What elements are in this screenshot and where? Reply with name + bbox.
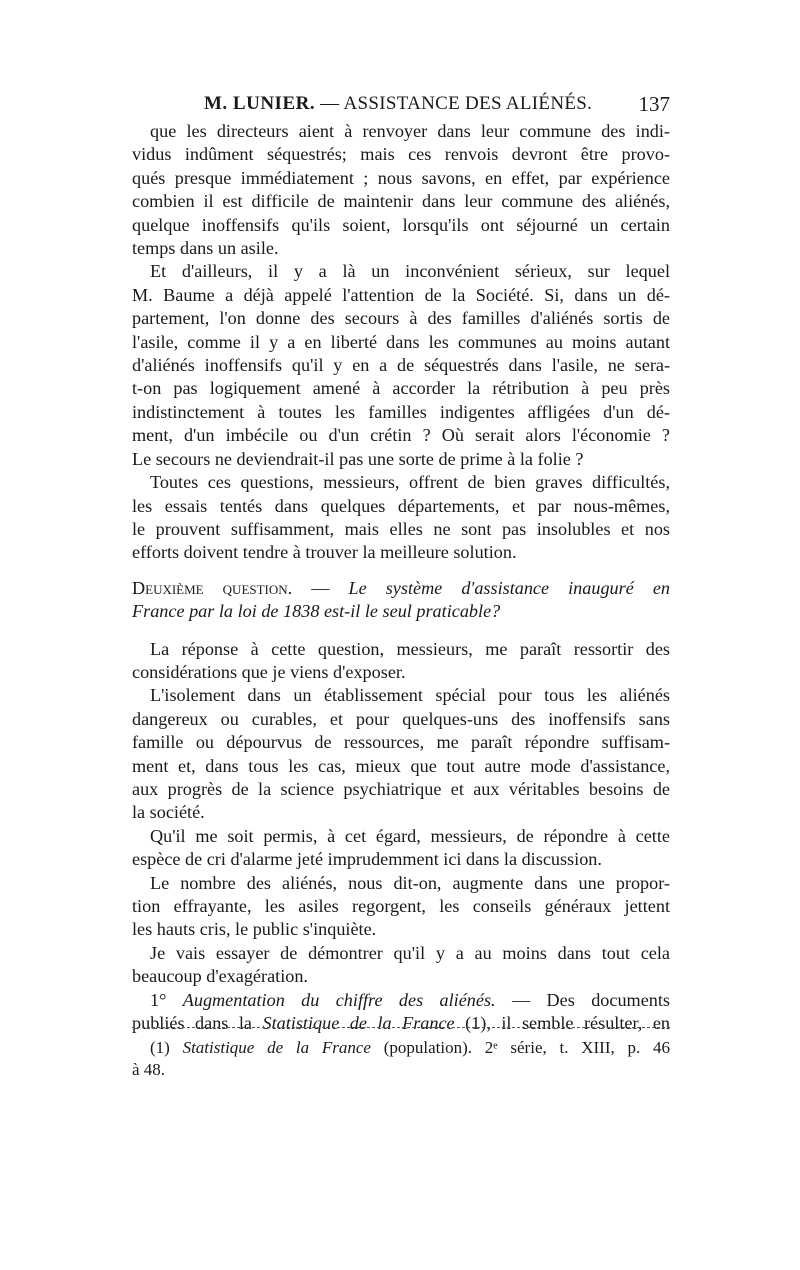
- footnote: [132, 1037, 670, 1081]
- text-line: Et d'ailleurs, il y a là un inconvénient sérieux, sur lequel: [150, 261, 670, 282]
- section-line1-rest: — Des documents: [495, 989, 670, 1010]
- paragraph: [132, 825, 670, 872]
- question-text-line1: Le système d'assistance inauguré en: [348, 577, 671, 598]
- question-dash: —: [292, 577, 349, 598]
- text-line: les hauts cris, le public s'inquiète.: [132, 919, 377, 940]
- footnote-italic: Statistique de la France: [182, 1038, 371, 1057]
- paragraphs-section-2: [132, 638, 670, 989]
- text-line: Toutes ces questions, messieurs, offrent de bien graves difficultés,: [150, 472, 670, 493]
- footnote-marker: (1): [150, 1038, 183, 1057]
- text-line: Qu'il me soit permis, à cet égard, messieurs, de répondre à cette: [150, 825, 670, 846]
- text-line: tion effrayante, les asiles regorgent, les conseils généraux jettent: [132, 896, 670, 916]
- running-title: [204, 92, 592, 116]
- text-line: indistinctement à toutes les familles indigentes affligées d'un dé-: [132, 401, 670, 422]
- text-line: L'isolement dans un établissement spécial pour tous les aliénés: [150, 685, 670, 706]
- text-line: Le secours ne deviendrait-il pas une sorte de prime à la folie ?: [132, 448, 584, 469]
- text-line: M. Baume a déjà appelé l'attention de la Société. Si, dans un dé-: [132, 284, 670, 305]
- text-line: famille ou dépourvus de ressources, me paraît répondre suffisam-: [132, 732, 670, 753]
- running-header: [132, 92, 670, 116]
- section-heading: Augmentation du chiffre des aliénés.: [182, 989, 496, 1010]
- paragraph: [132, 471, 670, 565]
- text-line: dangereux ou curables, et pour quelques-uns des inoffensifs sans: [132, 708, 670, 729]
- text-line: partement, l'on donne des secours à des familles d'aliénés sortis de: [132, 308, 670, 329]
- paragraph-augmentation: [132, 989, 670, 1036]
- text-line: qués presque immédiatement ; nous savons, en effet, par expérience: [132, 167, 670, 188]
- text-line: aux progrès de la science psychiatrique et aux véritables besoins de: [132, 778, 670, 799]
- text-line: la société.: [132, 802, 205, 823]
- page-number: 137: [638, 92, 670, 116]
- question-label: Deuxième question.: [132, 577, 293, 598]
- question-heading: [132, 577, 670, 624]
- paragraphs-section-1: [132, 120, 670, 565]
- text-line: Je vais essayer de démontrer qu'il y a au moins dans tout cela: [150, 942, 670, 963]
- header-title: — ASSISTANCE DES ALIÉNÉS.: [320, 93, 593, 114]
- text-line: beaucoup d'exagération.: [132, 966, 308, 987]
- book-page: [132, 92, 670, 1035]
- text-line: que les directeurs aient à renvoyer dans leur commune des indi-: [150, 121, 670, 141]
- page-body: [132, 120, 670, 1035]
- text-line: quelque inoffensifs qu'ils soient, lorsqu'ils ont séjourné un certain: [132, 214, 670, 235]
- text-line: ment, d'un imbécile ou d'un crétin ? Où serait alors l'économie ?: [132, 425, 670, 446]
- text-line: le prouvent suffisamment, mais elles ne sont pas insolubles et nos: [132, 518, 670, 539]
- header-author: M. LUNIER.: [204, 93, 316, 114]
- text-line: l'asile, comme il y a en liberté dans les communes au moins autant: [132, 331, 670, 352]
- text-line: les essais tentés dans quelques départements, et par nous-mêmes,: [132, 495, 670, 516]
- text-line: combien il est difficile de maintenir dans leur commune des aliénés,: [132, 191, 670, 212]
- paragraph: [132, 120, 670, 260]
- section-line2-pre: publiés dans la: [132, 1013, 263, 1034]
- paragraph: [132, 684, 670, 824]
- text-line: d'aliénés inoffensifs qu'il y en a de séquestrés dans l'asile, ne sera-: [132, 355, 670, 376]
- text-line: t-on pas logiquement amené à accorder la rétribution à peu près: [132, 378, 670, 399]
- text-line: efforts doivent tendre à trouver la meilleure solution.: [132, 542, 517, 563]
- paragraph: [132, 872, 670, 942]
- footnote-line2: à 48.: [132, 1060, 166, 1079]
- text-line: temps dans un asile.: [132, 238, 279, 259]
- text-line: ment et, dans tous les cas, mieux que tout autre mode d'assistance,: [132, 755, 670, 776]
- question-text-line2: France par la loi de 1838 est-il le seul praticable?: [132, 601, 501, 622]
- section-number: 1°: [150, 989, 183, 1010]
- paragraph: [132, 260, 670, 471]
- paragraph: [132, 638, 670, 685]
- section-line2-italic: Statistique de la France: [262, 1013, 455, 1034]
- text-line: La réponse à cette question, messieurs, me paraît ressortir des: [150, 638, 670, 659]
- footnote-rule: [132, 1027, 670, 1028]
- text-line: espèce de cri d'alarme jeté imprudemment ici dans la discussion.: [132, 849, 602, 870]
- text-line: considérations que je viens d'exposer.: [132, 661, 406, 682]
- text-line: Le nombre des aliénés, nous dit-on, augmente dans une propor-: [150, 872, 670, 893]
- text-line: vidus indûment séquestrés; mais ces renvois devront être provo-: [132, 144, 670, 165]
- footnote-rest: (population). 2ᵉ série, t. XIII, p. 46: [370, 1038, 670, 1057]
- section-line2-post: (1), il semble résulter, en: [454, 1013, 671, 1034]
- paragraph: [132, 942, 670, 989]
